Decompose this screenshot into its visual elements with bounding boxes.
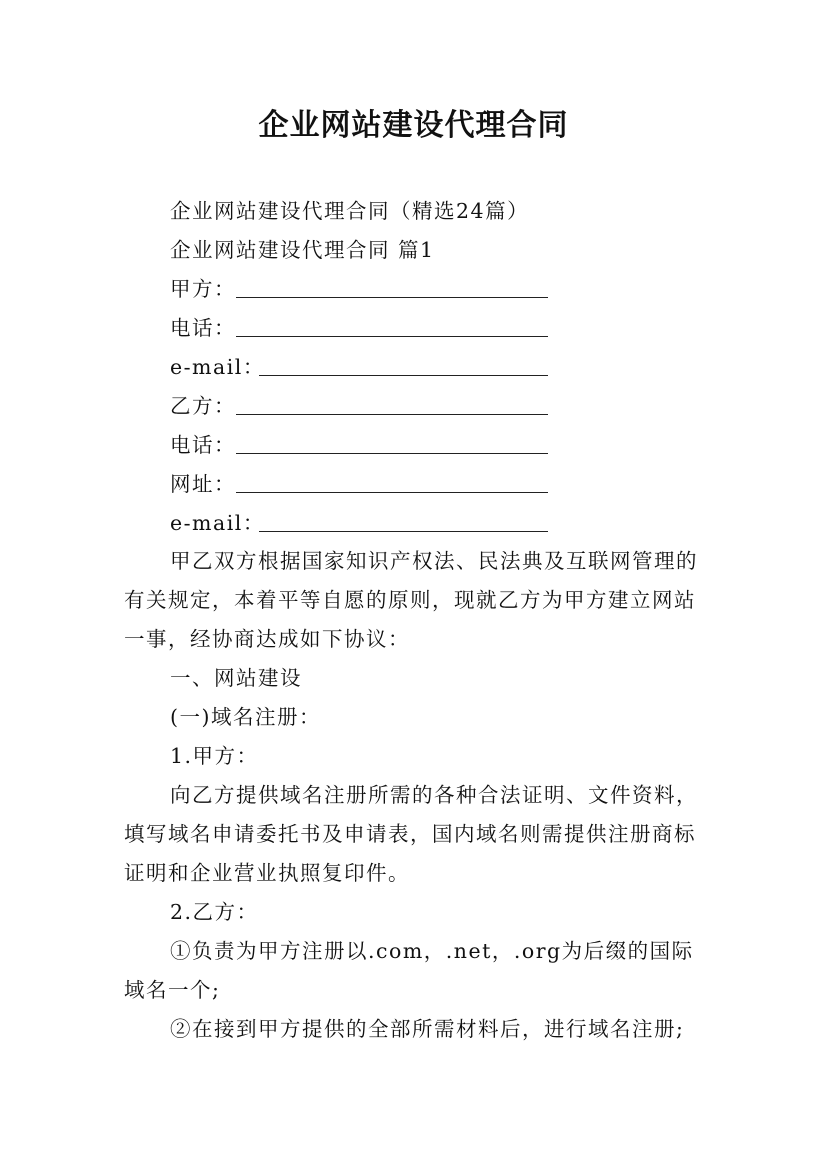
party-b-phone-blank — [236, 453, 548, 454]
heading-domain-registration: (一)域名注册： — [170, 705, 321, 729]
intro-line-1: 甲乙双方根据国家知识产权法、民法典及互联网管理的 — [170, 549, 698, 573]
party-a-label: 甲方： — [170, 277, 236, 301]
party-a-duty-line-3: 证明和企业营业执照复印件。 — [124, 861, 410, 885]
party-a-phone-blank — [236, 336, 548, 337]
party-a-phone-label: 电话： — [170, 316, 236, 340]
document-subtitle: 企业网站建设代理合同（精选24篇） — [170, 199, 530, 223]
party-b-duty-line-2: 域名一个; — [124, 978, 221, 1002]
party-a-duty-line-2: 填写域名申请委托书及申请表，国内域名则需提供注册商标 — [124, 822, 696, 846]
document-title: 企业网站建设代理合同 — [258, 108, 569, 143]
item-party-b: 2.乙方： — [170, 900, 259, 924]
party-a-email-blank — [259, 375, 548, 376]
party-a-email-label: e-mail： — [170, 355, 265, 379]
party-b-phone-label: 电话： — [170, 433, 236, 457]
intro-line-2: 有关规定，本着平等自愿的原则，现就乙方为甲方建立网站 — [124, 588, 696, 612]
party-b-website-label: 网址： — [170, 472, 236, 496]
party-b-duty-line-3: ②在接到甲方提供的全部所需材料后，进行域名注册; — [170, 1017, 685, 1041]
party-b-blank — [236, 414, 548, 415]
item-party-a: 1.甲方： — [170, 744, 259, 768]
heading-website-construction: 一、网站建设 — [170, 666, 302, 690]
party-a-duty-line-1: 向乙方提供域名注册所需的各种合法证明、文件资料， — [170, 783, 698, 807]
section-heading: 企业网站建设代理合同 篇1 — [170, 238, 435, 262]
party-b-duty-line-1: ①负责为甲方注册以.com，.net，.org为后缀的国际 — [170, 939, 694, 963]
party-b-label: 乙方： — [170, 394, 236, 418]
party-a-blank — [236, 297, 548, 298]
party-b-website-blank — [236, 492, 548, 493]
party-b-email-blank — [259, 531, 548, 532]
intro-line-3: 一事，经协商达成如下协议： — [124, 627, 410, 651]
party-b-email-label: e-mail： — [170, 511, 265, 535]
